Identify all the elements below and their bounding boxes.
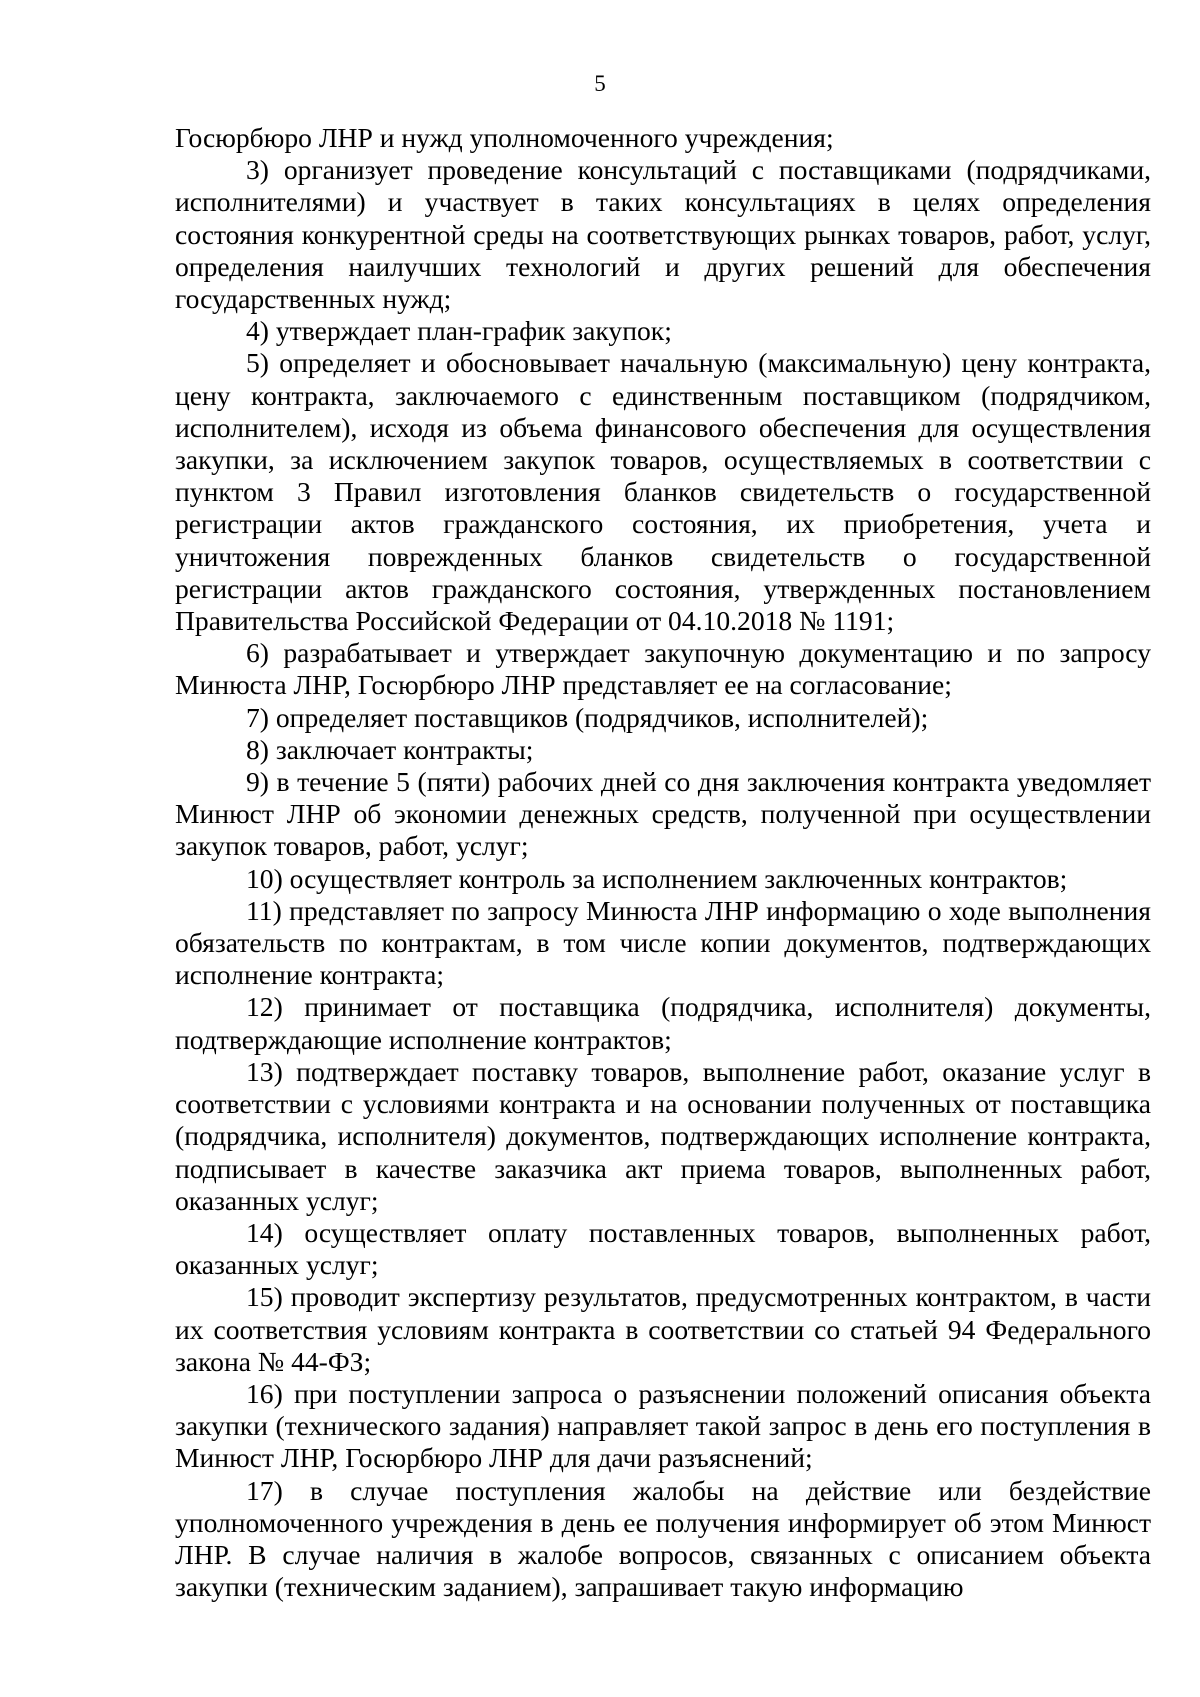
list-item-17: 17) в случае поступления жалобы на действие или бездействие уполномоченного учреждения в день ее получения информирует об этом Минюст ЛНР. В случае наличия в жалобе вопросов, связанных с описанием объекта закупки (техническим заданием), запрашивает такую информацию: [175, 1474, 1151, 1603]
paragraph-continuation: Госюрбюро ЛНР и нужд уполномоченного учреждения;: [175, 122, 834, 153]
list-item-11: 11) представляет по запросу Минюста ЛНР информацию о ходе выполнения обязательств по контрактам, в том числе копии документов, подтверждающих исполнение контракта;: [175, 894, 1151, 991]
list-item-5: 5) определяет и обосновывает начальную (максимальную) цену контракта, цену контракта, заключаемого с единственным поставщиком (подрядчиком, исполнителем), исходя из объема финансового обеспечения для осуществления закупки, за исключением закупок товаров, осуществляемых в соответствии с пунктом 3 Правил изготовления бланков свидетельств о государственной регистрации актов гражданского состояния, их приобретения, учета и уничтожения поврежденных бланков свидетельств о государственной регистрации актов гражданского состояния, утвержденных постановлением Правительства Российской Федерации от 04.10.2018 № 1191;: [175, 347, 1151, 637]
list-item-13: 13) подтверждает поставку товаров, выполнение работ, оказание услуг в соответствии с условиями контракта и на основании полученных от поставщика (подрядчика, исполнителя) документов, подтверждающих исполнение контракта, подписывает в качестве заказчика акт приема товаров, выполненных работ, оказанных услуг;: [175, 1055, 1151, 1216]
list-item-12: 12) принимает от поставщика (подрядчика, исполнителя) документы, подтверждающие исполнение контрактов;: [175, 991, 1151, 1055]
list-item-7: 7) определяет поставщиков (подрядчиков, исполнителей);: [246, 701, 929, 733]
list-item-9: 9) в течение 5 (пяти) рабочих дней со дня заключения контракта уведомляет Минюст ЛНР об экономии денежных средств, полученной при осуществлении закупок товаров, работ, услуг;: [175, 766, 1151, 862]
list-item-4: 4) утверждает план-график закупок;: [246, 315, 672, 347]
page-number: 5: [594, 71, 606, 96]
list-item-10: 10) осуществляет контроль за исполнением заключенных контрактов;: [246, 862, 1068, 894]
list-item-6: 6) разрабатывает и утверждает закупочную документацию и по запросу Минюста ЛНР, Госюрбюро ЛНР представляет ее на согласование;: [175, 637, 1151, 701]
list-item-15: 15) проводит экспертизу результатов, предусмотренных контрактом, в части их соответствия условиям контракта в соответствии со статьей 94 Федерального закона № 44-ФЗ;: [175, 1281, 1151, 1377]
list-item-16: 16) при поступлении запроса о разъяснении положений описания объекта закупки (технического задания) направляет такой запрос в день его поступления в Минюст ЛНР, Госюрбюро ЛНР для дачи разъяснений;: [175, 1377, 1151, 1474]
list-item-14: 14) осуществляет оплату поставленных товаров, выполненных работ, оказанных услуг;: [175, 1216, 1151, 1281]
document-body: [175, 122, 1151, 1603]
list-item-3: 3) организует проведение консультаций с поставщиками (подрядчиками, исполнителями) и участвует в таких консультациях в целях определения состояния конкурентной среды на соответствующих рынках товаров, работ, услуг, определения наилучших технологий и других решений для обеспечения государственных нужд;: [175, 154, 1151, 315]
list-item-8: 8) заключает контракты;: [246, 733, 534, 765]
